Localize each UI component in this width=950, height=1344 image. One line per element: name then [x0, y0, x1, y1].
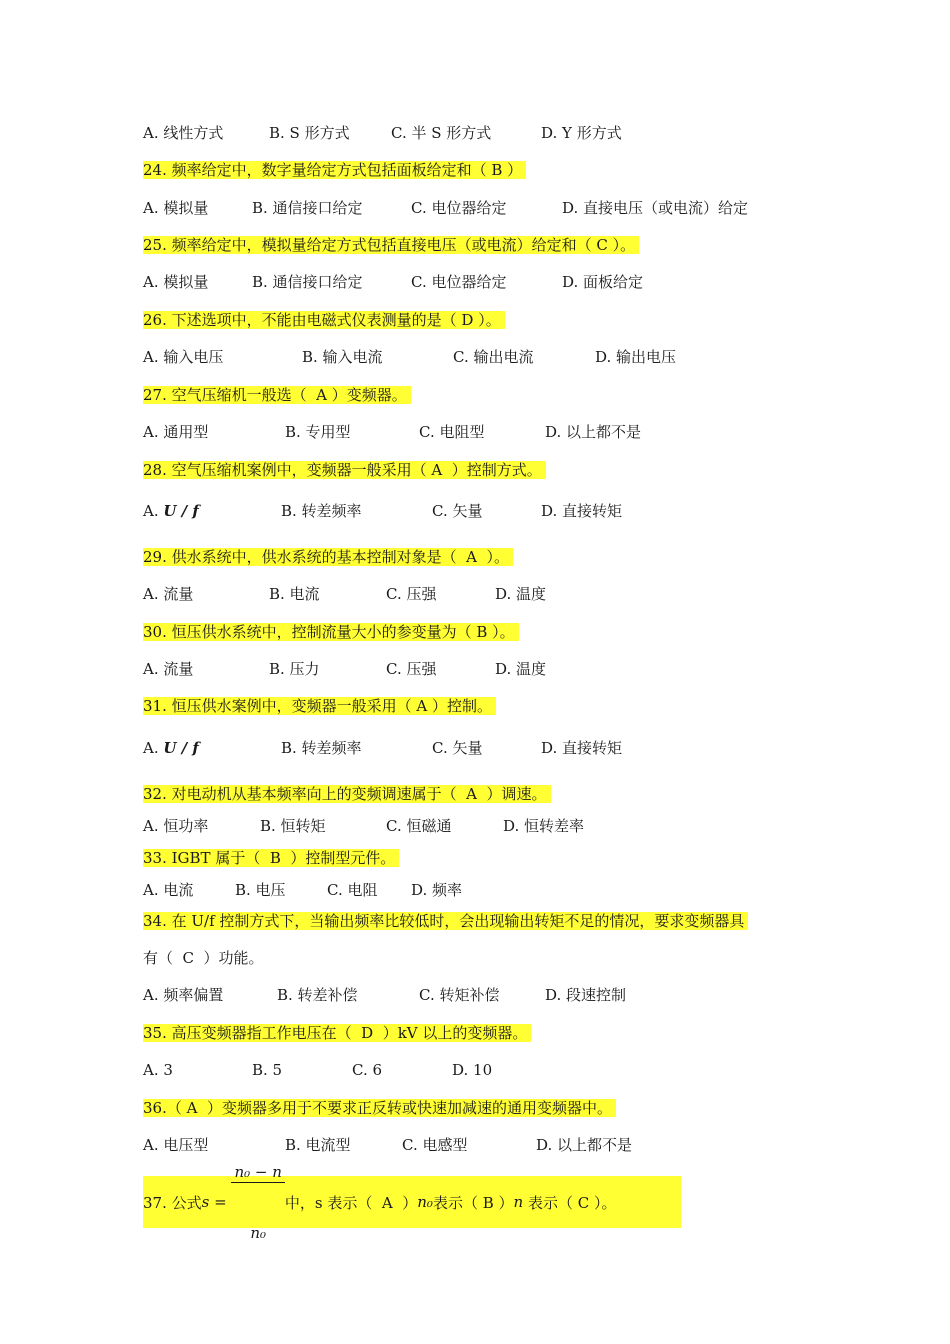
formula-s: s — [201, 1193, 210, 1211]
option-d: D. 温度 — [495, 660, 547, 678]
q35-options — [143, 1059, 492, 1081]
question-34-cont — [143, 947, 264, 969]
question-text: 32. 对电动机从基本频率向上的变频调速属于（ A ）调速。 — [143, 785, 551, 803]
option-c: C. 恒磁通 — [386, 817, 452, 835]
option-d: D. 以上都不是 — [536, 1136, 633, 1154]
question-text: 31. 恒压供水案例中，变频器一般采用（ A ）控制。 — [143, 697, 496, 715]
fraction-denominator: n₀ — [250, 1223, 266, 1242]
option-b: B. 恒转矩 — [260, 817, 326, 835]
option-c: C. 压强 — [386, 660, 437, 678]
option-b: B. 电流 — [269, 585, 320, 603]
question-text: 36.（ A ）变频器多用于不要求正反转或快速加减速的通用变频器中。 — [143, 1099, 616, 1117]
q29-options — [143, 583, 546, 605]
formula-u-over-f: U / f — [163, 502, 199, 520]
option-c: C. 电阻 — [327, 881, 378, 899]
option-c: C. 压强 — [386, 585, 437, 603]
question-mid-3: 表示（ C ）。 — [523, 1193, 617, 1212]
option-d: D. 温度 — [495, 585, 547, 603]
option-a: A. 流量 — [143, 585, 194, 603]
question-text: 28. 空气压缩机案例中，变频器一般采用（ A ）控制方式。 — [143, 461, 546, 479]
question-30 — [143, 621, 519, 643]
question-text: 27. 空气压缩机一般选（ A ）变频器。 — [143, 386, 411, 404]
option-a — [143, 737, 281, 759]
q30-options — [143, 658, 546, 680]
question-36 — [143, 1097, 616, 1119]
question-31 — [143, 695, 496, 717]
question-prefix: 37. 公式 — [143, 1193, 202, 1212]
fraction-numerator: n₀ − n — [231, 1162, 284, 1183]
option-c: C. 电阻型 — [419, 423, 485, 441]
question-text: 29. 供水系统中，供水系统的基本控制对象是（ A ）。 — [143, 548, 513, 566]
option-a: A. 输入电压 — [143, 348, 224, 366]
q36-options — [143, 1134, 632, 1156]
option-prefix: A. — [143, 502, 164, 520]
question-text: 30. 恒压供水系统中，控制流量大小的参变量为（ B ）。 — [143, 623, 519, 641]
question-29 — [143, 546, 513, 568]
question-35 — [143, 1022, 531, 1044]
option-d: D. 面板给定 — [562, 273, 644, 291]
option-c: C. 转矩补偿 — [419, 986, 500, 1004]
option-prefix: A. — [143, 739, 164, 757]
option-a: A. 模拟量 — [143, 273, 209, 291]
option-d: D. 频率 — [411, 881, 463, 899]
option-c: C. 矢量 — [432, 739, 483, 757]
q23-options — [143, 122, 622, 144]
option-b: B. 转差频率 — [281, 739, 362, 757]
option-a: A. 模拟量 — [143, 199, 209, 217]
q26-options — [143, 346, 676, 368]
option-b: B. 电压 — [235, 881, 286, 899]
question-mid-2: 表示（ B ） — [432, 1193, 514, 1212]
question-text: 24. 频率给定中，数字量给定方式包括面板给定和（ B ） — [143, 161, 526, 179]
option-a — [143, 500, 281, 522]
option-a: A. 电压型 — [143, 1136, 209, 1154]
q24-options — [143, 197, 748, 219]
option-b: B. 专用型 — [285, 423, 351, 441]
option-b: B. 通信接口给定 — [252, 273, 363, 291]
question-34 — [143, 910, 748, 932]
question-text: 33. IGBT 属于（ B ）控制型元件。 — [143, 849, 399, 867]
option-b: B. 转差补偿 — [277, 986, 358, 1004]
symbol-n: n — [513, 1193, 524, 1211]
q33-options — [143, 879, 462, 901]
option-d: D. 以上都不是 — [545, 423, 642, 441]
q32-options — [143, 815, 584, 837]
q27-options — [143, 421, 641, 443]
symbol-n0: n₀ — [417, 1193, 433, 1211]
option-a: A. 线性方式 — [143, 124, 224, 142]
option-a: A. 通用型 — [143, 423, 209, 441]
option-a: A. 恒功率 — [143, 817, 209, 835]
option-d: D. 直接电压（或电流）给定 — [562, 199, 749, 217]
option-d: D. Y 形方式 — [541, 124, 622, 142]
question-text: 35. 高压变频器指工作电压在（ D ）kV 以上的变频器。 — [143, 1024, 531, 1042]
option-d: D. 恒转差率 — [503, 817, 585, 835]
option-a: A. 3 — [143, 1061, 173, 1079]
question-25 — [143, 234, 639, 256]
question-26 — [143, 309, 505, 331]
option-c: C. 矢量 — [432, 502, 483, 520]
option-c: C. 半 S 形方式 — [391, 124, 492, 142]
option-b: B. 电流型 — [285, 1136, 351, 1154]
option-b: B. 5 — [252, 1061, 283, 1079]
q28-options — [143, 500, 622, 522]
option-a: A. 电流 — [143, 881, 194, 899]
option-c: C. 电位器给定 — [411, 273, 507, 291]
option-a: A. 频率偏置 — [143, 986, 224, 1004]
option-d: D. 10 — [452, 1061, 493, 1079]
option-c: C. 输出电流 — [453, 348, 534, 366]
option-b: B. S 形方式 — [269, 124, 350, 142]
q25-options — [143, 271, 643, 293]
option-d: D. 段速控制 — [545, 986, 627, 1004]
option-d: D. 直接转矩 — [541, 502, 623, 520]
option-b: B. 转差频率 — [281, 502, 362, 520]
option-a: A. 流量 — [143, 660, 194, 678]
option-c: C. 电感型 — [402, 1136, 468, 1154]
option-b: B. 输入电流 — [302, 348, 383, 366]
formula-u-over-f: U / f — [163, 739, 199, 757]
option-d: D. 直接转矩 — [541, 739, 623, 757]
option-b: B. 压力 — [269, 660, 320, 678]
question-text: 25. 频率给定中，模拟量给定方式包括直接电压（或电流）给定和（ C ）。 — [143, 236, 639, 254]
option-c: C. 电位器给定 — [411, 199, 507, 217]
formula-fraction — [231, 1122, 284, 1283]
formula-equals: = — [209, 1193, 232, 1211]
option-b: B. 通信接口给定 — [252, 199, 363, 217]
question-text: 26. 下述选项中，不能由电磁式仪表测量的是（ D ）。 — [143, 311, 505, 329]
option-d: D. 输出电压 — [595, 348, 677, 366]
question-32 — [143, 783, 551, 805]
option-c: C. 6 — [352, 1061, 383, 1079]
question-text-line1: 34. 在 U/f 控制方式下，当输出频率比较低时，会出现输出转矩不足的情况，要求变频器具 — [143, 912, 748, 930]
question-mid-1: 中，s 表示（ A ） — [284, 1193, 418, 1212]
question-text-line2: 有（ C ）功能。 — [143, 949, 264, 967]
question-24 — [143, 159, 526, 181]
q31-options — [143, 737, 622, 759]
question-37 — [143, 1162, 681, 1242]
question-33 — [143, 847, 399, 869]
question-28 — [143, 459, 546, 481]
q34-options — [143, 984, 626, 1006]
question-27 — [143, 384, 411, 406]
